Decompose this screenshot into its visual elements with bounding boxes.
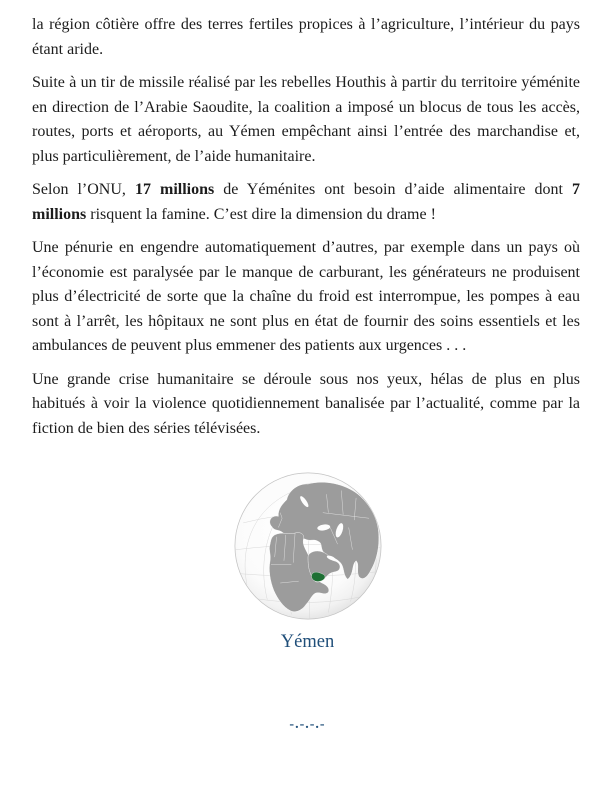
figure-caption: Yémen xyxy=(280,632,335,652)
bold-text-run: 7 millions xyxy=(32,181,580,223)
paragraph xyxy=(32,178,580,227)
paragraph xyxy=(32,13,580,62)
text-run: Une grande crise humanitaire se déroule sous nos yeux, hélas de plus en plus habitués à voir la violence quotidiennement banalisée par l’actualité, comme par la fiction de bien des séries télévisées. xyxy=(32,370,580,437)
section-separator: -.-.-.- xyxy=(289,717,326,732)
globe-orthographic-yemen-icon xyxy=(234,472,382,620)
text-run: Une pénurie en engendre automatiquement d’autres, par exemple dans un pays où l’économie est paralysée par le manque de carburant, les générateurs ne produisent plus d’électricité de sorte que la chaîne du froid est interrompue, les pompes à eau sont à l’arrêt, les hôpitaux ne sont plus en état de fournir des soins essentiels et les ambulances de peuvent plus emmener des patients aux urgences . . . xyxy=(32,239,580,354)
text-run: risquent la famine. C’est dire la dimension du drame ! xyxy=(86,205,436,223)
paragraph xyxy=(32,368,580,442)
paragraph xyxy=(32,71,580,169)
document-body xyxy=(32,13,580,441)
text-run: Selon l’ONU, xyxy=(32,181,135,198)
figure-yemen-map xyxy=(0,472,615,653)
bold-text-run: 17 millions xyxy=(134,181,215,198)
text-run: la région côtière offre des terres fertiles propices à l’agriculture, l’intérieur du pays étant aride. xyxy=(32,16,580,58)
text-run: Suite à un tir de missile réalisé par les rebelles Houthis à partir du territoire yéménite en direction de l’Arabie Saoudite, la coalition a imposé un blocus de tous les accès, routes, ports et aéroports, au Yémen empêchant ainsi l’entrée des marchandise et, plus particulièrement, de l’aide humanitaire. xyxy=(32,74,580,165)
text-run: de Yéménites ont besoin d’aide alimentaire dont xyxy=(214,181,572,198)
paragraph xyxy=(32,236,580,359)
